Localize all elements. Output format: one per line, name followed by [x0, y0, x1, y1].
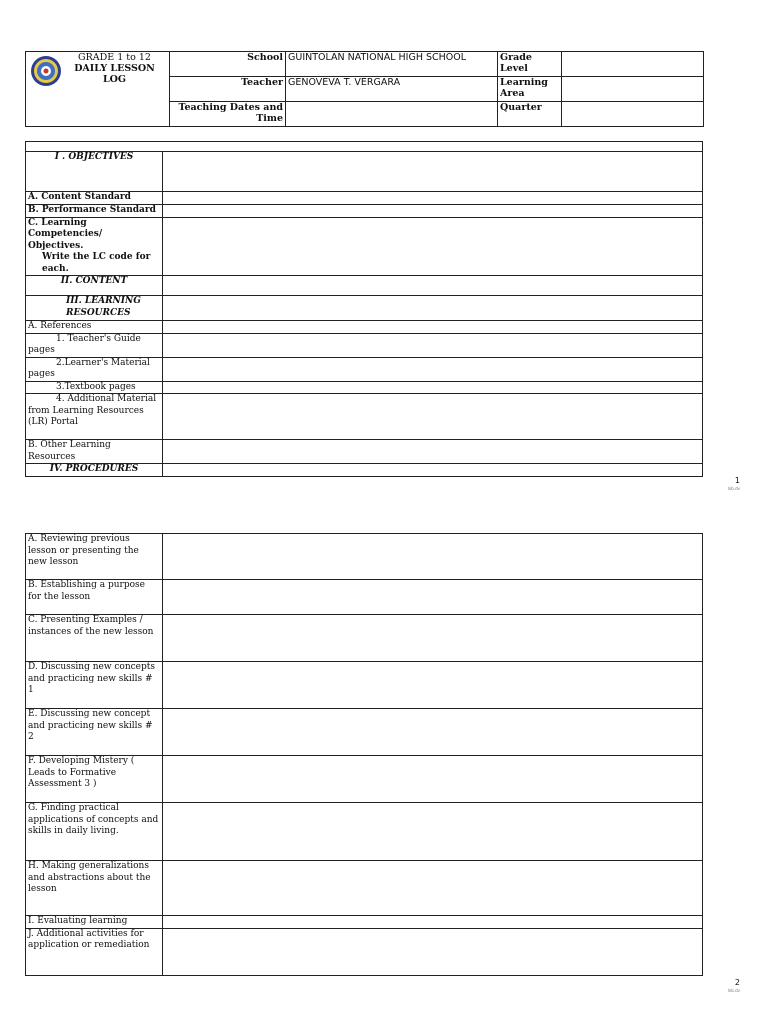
other-resources-cell	[163, 440, 703, 464]
teaching-dates-label: Teaching Dates and Time	[170, 102, 286, 127]
page-footer-2: lnb.dv	[727, 988, 740, 993]
title-line-3: LOG	[102, 74, 127, 85]
page-footer-1: lnb.dv	[727, 486, 740, 491]
content-standard-label: A. Content Standard	[26, 192, 163, 205]
quarter-label: Quarter	[498, 102, 562, 127]
procedure-row-i-label: I. Evaluating learning	[26, 916, 163, 929]
title-cell	[26, 52, 170, 127]
quarter-value	[562, 102, 704, 127]
competencies-cell	[163, 217, 703, 276]
content-standard-cell	[163, 192, 703, 205]
learners-material-text: 2.Learner's Material pages	[28, 357, 150, 379]
performance-standard-label: B. Performance Standard	[26, 205, 163, 218]
procedure-row-a-label: A. Reviewing previous lesson or presenting the new lesson	[26, 534, 163, 580]
textbook-label: 3.Textbook pages	[26, 381, 163, 394]
procedures-cell	[163, 464, 703, 477]
procedure-row-j-label: J. Additional activities for application or remediation	[26, 928, 163, 975]
objectives-heading: I . OBJECTIVES	[26, 152, 163, 192]
procedure-row-f-cell	[163, 756, 703, 803]
teaching-dates-value	[286, 102, 498, 127]
content-heading: II. CONTENT	[26, 276, 163, 296]
procedure-row-e-label: E. Discussing new concept and practicing new skills # 2	[26, 709, 163, 756]
procedure-row-f-label: F. Developing Mistery ( Leads to Formative Assessment 3 )	[26, 756, 163, 803]
learning-area-value	[562, 77, 704, 102]
procedure-row-a-cell	[163, 534, 703, 580]
learning-resources-cell	[163, 296, 703, 321]
procedure-row-g-label: G. Finding practical applications of concepts and skills in daily living.	[26, 803, 163, 861]
procedure-row-e-cell	[163, 709, 703, 756]
procedure-row-d-label: D. Discussing new concepts and practicing new skills # 1	[26, 662, 163, 709]
learners-material-label	[26, 357, 163, 381]
teacher-value: GENOVEVA T. VERGARA	[286, 77, 498, 102]
procedure-row-i-cell	[163, 916, 703, 929]
procedure-row-h-label: H. Making generalizations and abstractions about the lesson	[26, 861, 163, 916]
other-resources-label: B. Other Learning Resources	[26, 440, 163, 464]
procedure-row-d-cell	[163, 662, 703, 709]
references-cell	[163, 321, 703, 334]
page-number-1: 1	[734, 476, 740, 485]
procedure-row-c-label: C. Presenting Examples / instances of the new lesson	[26, 615, 163, 662]
grade-level-value	[562, 52, 704, 77]
content-cell	[163, 276, 703, 296]
additional-material-text: 4. Additional Material from Learning Resources (LR) Portal	[28, 394, 157, 427]
header-table	[25, 51, 704, 127]
competencies-note: Write the LC code for each.	[42, 252, 151, 274]
title-line-2: DAILY LESSON	[74, 63, 155, 74]
learners-material-cell	[163, 357, 703, 381]
teachers-guide-cell	[163, 333, 703, 357]
teacher-label: Teacher	[170, 77, 286, 102]
teachers-guide-label	[26, 333, 163, 357]
lesson-log-table-page-1	[25, 141, 703, 477]
performance-standard-cell	[163, 205, 703, 218]
objectives-cell	[163, 152, 703, 192]
title-line-1: GRADE 1 to 12	[78, 52, 151, 63]
textbook-cell	[163, 381, 703, 394]
procedure-row-b-cell	[163, 580, 703, 615]
additional-material-cell	[163, 394, 703, 440]
procedure-row-c-cell	[163, 615, 703, 662]
learning-resources-heading: III. LEARNING RESOURCES	[26, 296, 163, 321]
procedure-row-h-cell	[163, 861, 703, 916]
procedure-row-b-label: B. Establishing a purpose for the lesson	[26, 580, 163, 615]
school-label: School	[170, 52, 286, 77]
school-value: GUINTOLAN NATIONAL HIGH SCHOOL	[286, 52, 498, 77]
top-spacer-row	[26, 142, 703, 152]
learning-area-label: Learning Area	[498, 77, 562, 102]
page-number-2: 2	[734, 978, 740, 987]
deped-seal-icon	[30, 55, 62, 87]
references-label: A. References	[26, 321, 163, 334]
teachers-guide-text: 1. Teacher's Guide pages	[28, 333, 141, 355]
procedures-heading: IV. PROCEDURES	[26, 464, 163, 477]
procedure-row-j-cell	[163, 928, 703, 975]
additional-material-label	[26, 394, 163, 440]
competencies-label	[26, 217, 163, 276]
procedure-row-g-cell	[163, 803, 703, 861]
lesson-log-table-page-2	[25, 533, 703, 976]
grade-level-label: Grade Level	[498, 52, 562, 77]
competencies-text: C. Learning Competencies/ Objectives.	[28, 217, 103, 251]
